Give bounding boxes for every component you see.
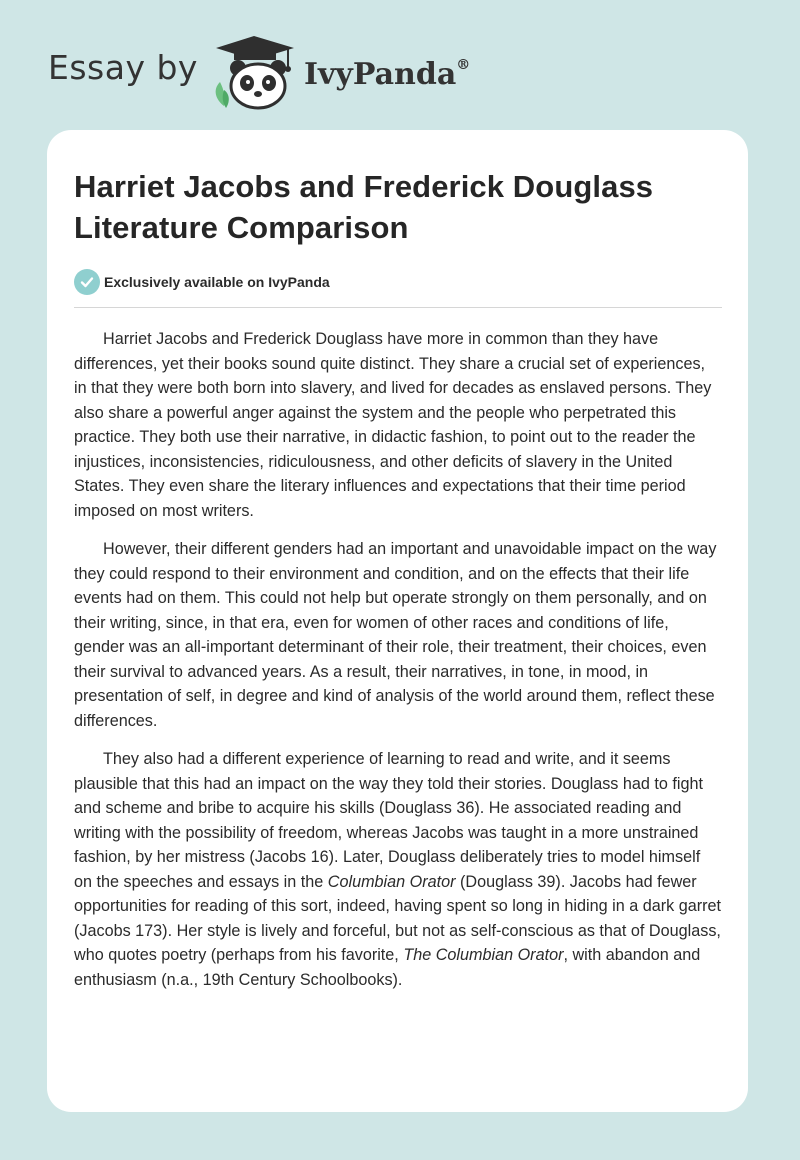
paragraph [74,327,722,523]
book-title: The Columbian Orator [403,946,564,964]
divider [74,307,722,308]
check-icon [74,269,100,295]
paragraph-text: However, their different genders had an important and unavoidable impact on the way they could respond to their environment and condition, and on the effects that their life events had on them. This could not help but operate strongly on them personally, and on their writing, since, in that era, even for women of other races and conditions of life, gender was an all-important determinant of their role, their treatment, their choices, even their survival to advanced years. As a result, their narratives, in tone, in mood, in presentation of self, in degree and kind of analysis of the world around them, reflect these differences. [74,540,717,730]
exclusive-badge [74,268,722,296]
ivypanda-logo[interactable] [304,57,470,92]
registered-mark: ® [456,56,471,73]
site-header [48,34,470,110]
essay-by-label: Essay by [48,47,198,87]
paragraph [74,747,722,992]
brand-name: IvyPanda [303,56,457,92]
book-title: Columbian Orator [327,872,456,891]
page-title: Harriet Jacobs and Frederick Douglass Literature Comparison [74,169,654,245]
essay-card [47,130,748,1112]
paragraph-text: Harriet Jacobs and Frederick Douglass have more in common than they have differences, yet their books sound quite distinct. They share a crucial set of experiences, in that they were both born into slavery, and lived for decades as enslaved persons. They also share a powerful anger against the system and the people who perpetrated this practice. They both use their narrative, in didactic fashion, to point out to the reader the injustices, inconsistencies, ridiculousness, and other deficits of slavery in the United States. They even share the literary influences and expectations that their time period imposed on most writers. [74,330,712,520]
panda-mascot-icon [210,34,302,110]
paragraph-text: They also had a different experience of learning to read and write, and it seems plausible that this had an impact on the way they told their stories. Douglass had to fight and scheme and bribe to acquire his skills (Douglass 36). He associated reading and writing with the possibility of freedom, whereas Jacobs was taught in a more unstrained fashion, by her mistress (Jacobs 16). Later, Douglass deliberately tries to model himself on the speeches and essays in the [74,750,703,891]
exclusive-label: Exclusively available on IvyPanda [104,274,330,290]
paragraph-text: , with abandon and enthusiasm (n.a., 19th Century Schoolbooks). [74,946,701,989]
paragraph-text: (Douglass 39). Jacobs had fewer opportunities for reading of this sort, indeed, having spent so long in hiding in a dark garret (Jacobs 173). Her style is lively and forceful, but not as self-conscious as that of Douglass, who quotes poetry (perhaps from his favorite, [74,872,722,964]
paragraph [74,537,722,733]
